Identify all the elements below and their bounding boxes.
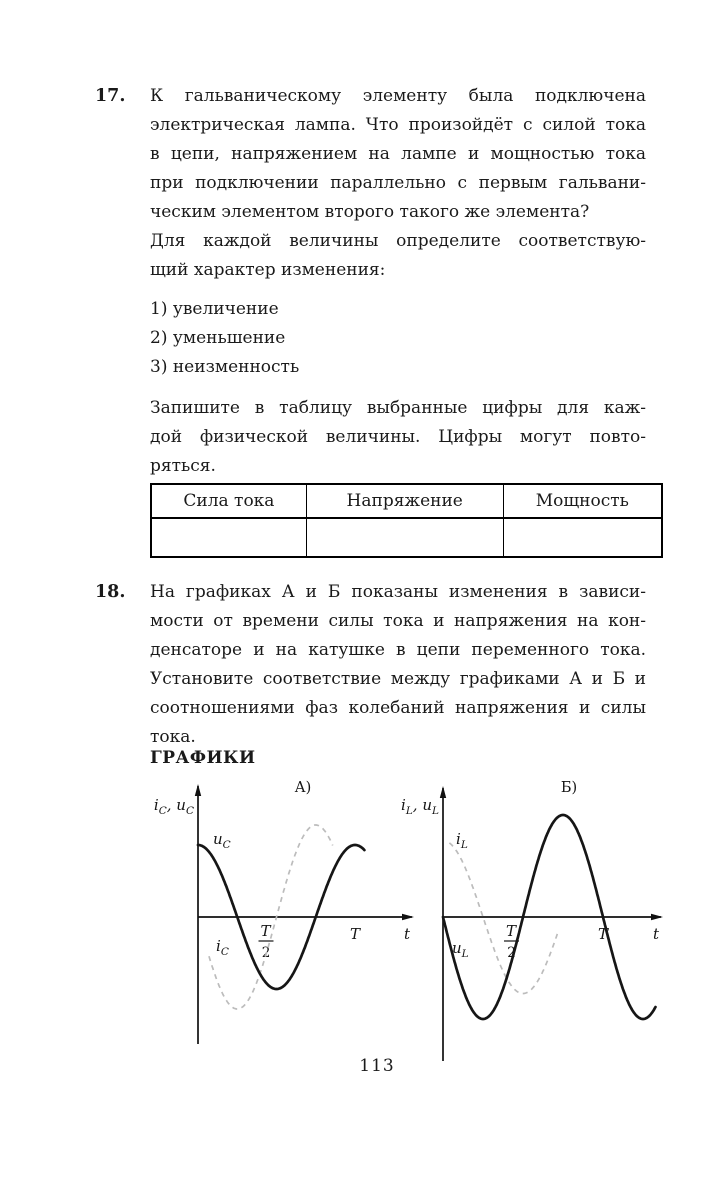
graph-b xyxy=(390,776,682,1078)
text-line: Запишите в таблицу выбранные цифры для каж- xyxy=(150,398,646,418)
text-line: 1) увеличение xyxy=(150,299,279,319)
problem-17-body xyxy=(150,82,663,558)
text-line: электрическая лампа. Что произойдёт с силой тока xyxy=(150,115,646,135)
svg-text:2: 2 xyxy=(507,945,516,961)
text-line: тока. xyxy=(150,727,196,747)
svg-text:T: T xyxy=(349,925,361,943)
text-line: дой физической величины. Цифры могут повто- xyxy=(150,427,646,447)
text-line: ческим элементом второго такого же элемента? xyxy=(150,202,590,222)
text-line: соотношениями фаз колебаний напряжения и силы xyxy=(150,698,646,718)
curve-u_C xyxy=(198,845,364,989)
graph-panel-label: Б) xyxy=(560,780,578,796)
curve-u_L xyxy=(443,815,656,1019)
table-header-voltage: Напряжение xyxy=(306,484,503,518)
text-line: Установите соответствие между графиками А и Б и xyxy=(150,669,646,689)
text-line: денсаторе и на катушке в цепи переменного тока. xyxy=(150,640,646,660)
curve-i_C xyxy=(209,825,333,1009)
answer-table xyxy=(150,483,663,558)
problem-18-number: 18. xyxy=(95,582,126,602)
text-line: в цепи, напряжением на лампе и мощностью тока xyxy=(150,144,646,164)
text-line: К гальваническому элементу была подключена xyxy=(150,86,646,106)
paragraph xyxy=(150,578,646,752)
text-line: На графиках А и Б показаны изменения в зависи- xyxy=(150,582,646,602)
curve-i_L xyxy=(449,843,558,994)
table-cell-empty xyxy=(151,518,306,557)
text-line: 3) неизменность xyxy=(150,357,300,377)
paragraph xyxy=(150,82,646,227)
svg-text:2: 2 xyxy=(261,945,271,961)
page-number: 113 xyxy=(359,1056,395,1076)
options-list xyxy=(150,295,646,382)
problem-17 xyxy=(95,82,665,558)
table-row xyxy=(151,518,662,557)
text-line: при подключении параллельно с первым гальвани- xyxy=(150,173,646,193)
svg-text:iC, uC: $i_C$, $u_C$ xyxy=(153,796,194,817)
table-cell-empty xyxy=(503,518,662,557)
svg-text:iL, uL: $i_L$, $u_L$ xyxy=(401,796,439,817)
paragraph xyxy=(150,227,646,285)
svg-text:T: T xyxy=(505,922,517,940)
svg-text:iL: $i_L$ xyxy=(456,830,468,851)
table-header-current: Сила тока xyxy=(151,484,306,518)
graphs-heading: ГРАФИКИ xyxy=(150,748,256,768)
text-line: ряться. xyxy=(150,456,216,476)
svg-text:iC: $i_C$ xyxy=(216,937,229,958)
text-line: мости от времени силы тока и напряжения на кон- xyxy=(150,611,646,631)
svg-text:uL: $u_L$ xyxy=(452,939,469,960)
svg-text:t: t xyxy=(653,925,660,943)
text-line: Для каждой величины определите соответствую- xyxy=(150,231,646,251)
problem-18-body xyxy=(150,578,663,773)
svg-text:t: t xyxy=(404,925,411,943)
table-header-row xyxy=(151,484,662,518)
text-line: щий характер изменения: xyxy=(150,260,386,280)
text-line: 2) уменьшение xyxy=(150,328,286,348)
svg-text:T: T xyxy=(597,925,609,943)
paragraph xyxy=(150,394,646,481)
graph-a xyxy=(140,776,426,1076)
svg-text:T: T xyxy=(260,922,271,940)
table-cell-empty xyxy=(306,518,503,557)
table-header-power: Мощность xyxy=(503,484,662,518)
graph-panel-label: А) xyxy=(294,780,312,796)
problem-17-number: 17. xyxy=(95,86,126,106)
svg-text:uC: $u_C$ xyxy=(213,830,231,851)
problem-18 xyxy=(95,578,665,773)
